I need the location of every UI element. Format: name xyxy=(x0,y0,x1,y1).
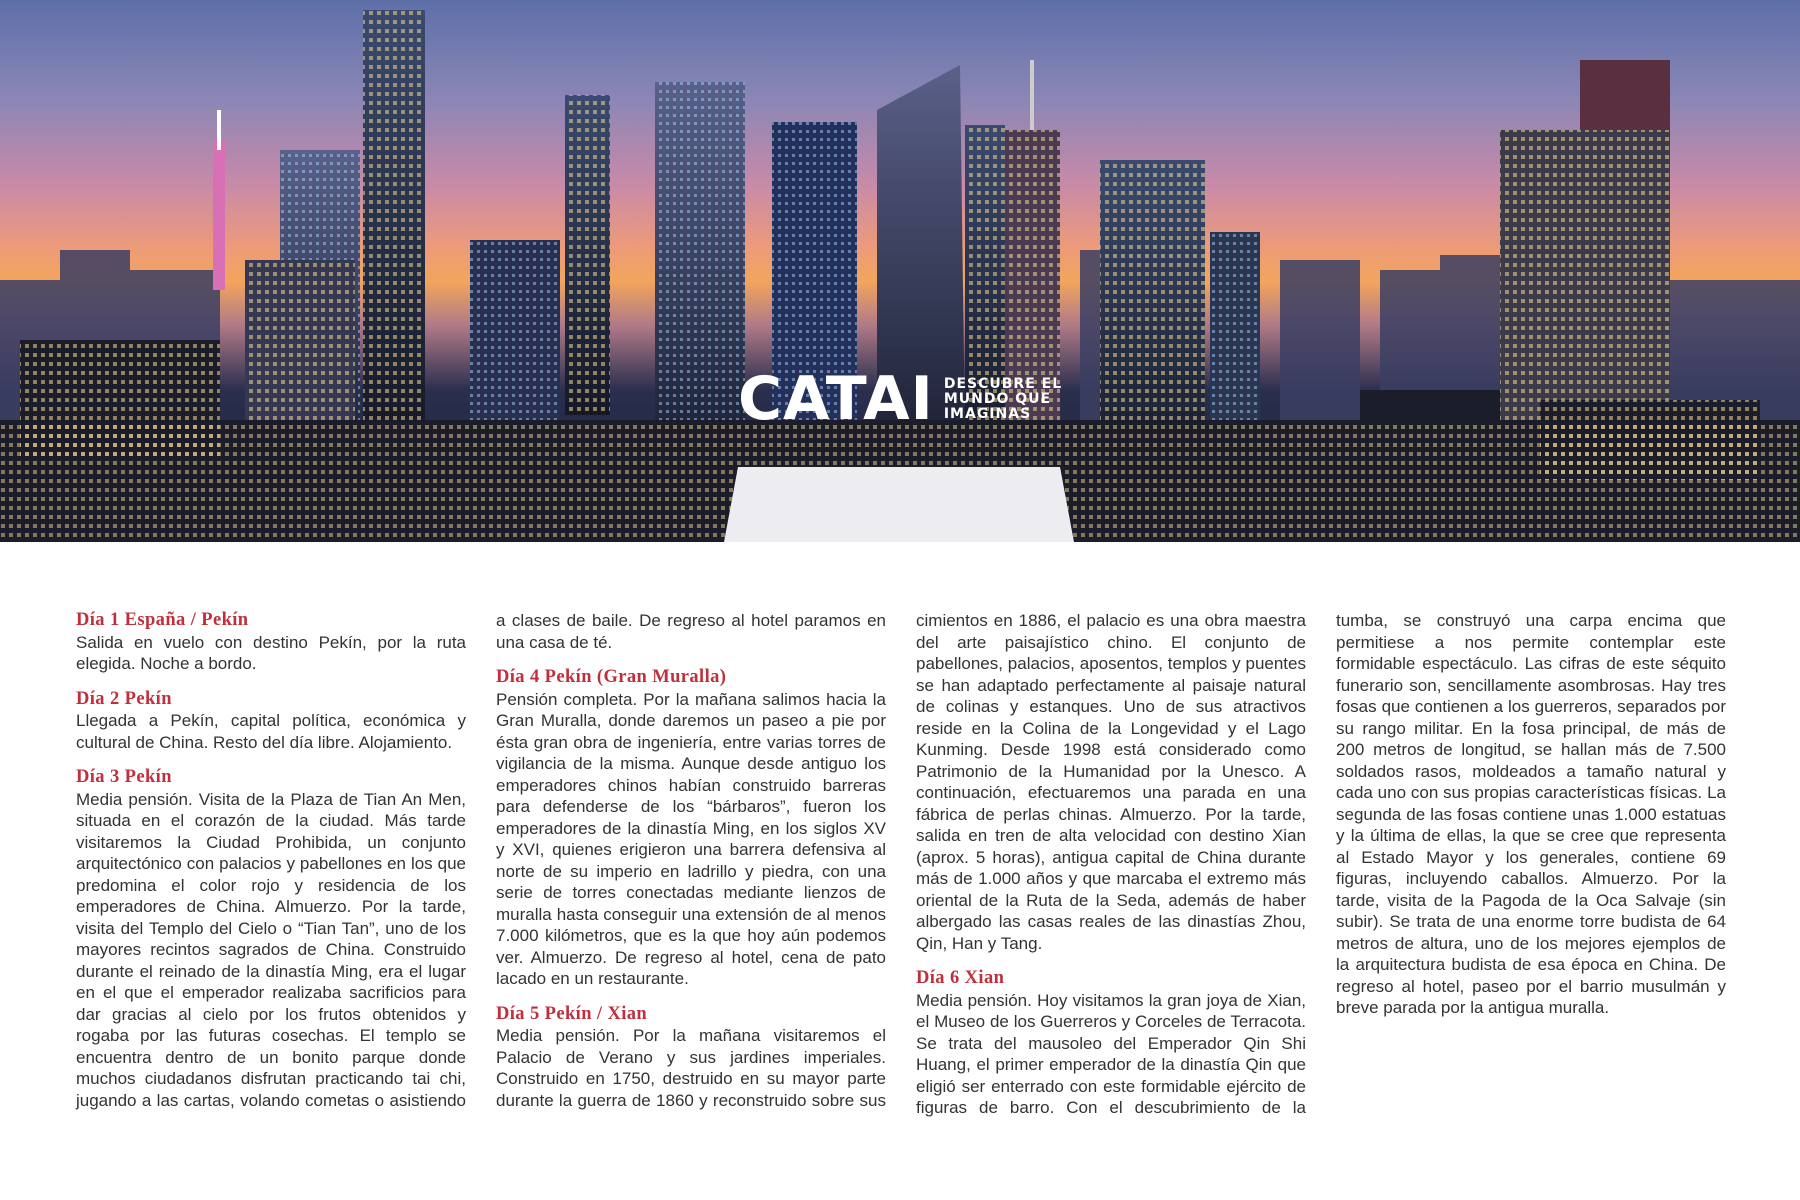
brand-name: CATAI xyxy=(738,364,934,434)
day-title: Día 2 Pekín xyxy=(76,688,172,709)
brand-logo xyxy=(738,364,1074,434)
itinerary-columns xyxy=(76,610,1726,1130)
day-text: Media pensión. Hoy visitamos la gran joya de Xian, el Museo de los Guerreros y Corceles de Terracota. Se trata del mausoleo del Emperador Qin Shi Huang, el primer emperador de la dinastía Qin que eligió ser enterrado con este formidable ejército de figuras de barro. Con el descubrimiento de la tumba, se construyó una carpa encima que permitiese a nos permite contemplar este formidable espectáculo. Las cifras de este séquito funerario son, sencillamente asombrosas. Hay tres fosas que contienen a los guerreros, separados por su rango militar. En la fosa principal, de más de 200 metros de longitud, se hallan más de 7.500 soldados rasos, moldeados a tamaño natural y cada uno con sus propias características físicas. La segunda de las fosas contiene unas 1.000 estatuas y la última de ellas, la que se cree que representa al Estado Mayor y los generales, contiene 69 figuras, incluyendo caballos. Almuerzo. Por la tarde, visita de la Pagoda de la Oca Salvaje (sin subir). Se trata de una enorme torre budista de 64 metros de altura, uno de los mejores ejemplos de la arquitectura budista de esa época en China. De regreso al hotel, paseo por el barrio musulmán y breve parada por la antigua muralla. xyxy=(916,611,1726,1117)
itinerary-day-1 xyxy=(76,610,466,675)
hero-notch-shape xyxy=(724,467,1074,542)
day-text: Media pensión. Visita de la Plaza de Tian An Men, situada en el corazón de la ciudad. Más tarde visitaremos la Ciudad Prohibida, un conjunto arquitectónico con palacios y pabellones en los que predomina el color rojo y residencia de los emperadores de China. Almuerzo. Por la tarde, visita del Templo del Cielo o “Tian Tan”, uno de los mayores recintos sagrados de China. Construido durante el reinado de la dinastía Ming, era el lugar en el que el emperador realizaba sacrificios para dar gracias al cielo por los frutos obtenidos y rogaba por las futuras cosechas. El templo se encuentra dentro de un bonito parque donde muchos ciudadanos disfrutan practicando tai chi, jugando a las cartas, volando cometas o asistiendo a clases de baile. De regreso al hotel paramos en una casa de té. xyxy=(76,611,886,1110)
day-title: Día 3 Pekín xyxy=(76,767,172,787)
day-text: Salida en vuelo con destino Pekín, por la ruta elegida. Noche a bordo. xyxy=(76,632,466,673)
day-text: Media pensión. Por la mañana visitaremos el Palacio de Verano y sus jardines imperiales. Construido en 1750, destruido en su mayor parte durante la guerra de 1860 y reconstruido sobre sus cimientos en 1886, el palacio es una obra maestra del arte paisajístico chino. El conjunto de pabellones, palacios, aposentos, templos y puentes se han adaptado perfectamente al paisaje natural de colinas y estanques. Uno de sus atractivos reside en la Colina de la Longevidad y el Lago Kunming. Desde 1998 está considerado como Patrimonio de la Humanidad por la Unesco. A continuación, efectuaremos una parada en una fábrica de perlas chinas. Almuerzo. Por la tarde, salida en tren de alta velocidad con destino Xian (aprox. 5 horas), antigua capital de China durante más de 1.000 años y que marcaba el extremo más oriental de la Ruta de la Seda, además de haber albergado las casas reales de las dinastías Zhou, Qin, Han y Tang. xyxy=(496,611,1306,1110)
day-title: Día 5 Pekín / Xian xyxy=(496,1003,648,1024)
day-title: Día 1 España / Pekín xyxy=(76,610,249,630)
day-title: Día 4 Pekín (Gran Muralla) xyxy=(496,667,727,687)
day-text: Pensión completa. Por la mañana salimos hacia la Gran Muralla, donde daremos un paseo a pie por ésta gran obra de ingeniería, entre varias torres de vigilancia de la misma. Aunque desde antiguo los emperadores chinos habían construido barreras para defenderse de los “bárbaros”, fueron los emperadores de la dinastía Ming, en los siglos XV y XVI, quienes erigieron una barrera defensiva al norte de su imperio en ladrillo y piedra, con una serie de torres conectadas mediante lienzos de muralla hasta conseguir una extensión de al menos 7.000 kilómetros, que es la que hoy aún podemos ver. Almuerzo. De regreso al hotel, cena de pato lacado en un restaurante. xyxy=(496,689,886,988)
itinerary-day-2 xyxy=(76,689,466,754)
brand-tagline: DESCUBRE EL MUNDO QUE IMAGINAS xyxy=(943,375,1063,422)
hero-skyline-photo xyxy=(0,0,1800,542)
day-title: Día 6 Xian xyxy=(916,968,1005,988)
skyline-illustration xyxy=(0,0,1800,542)
day-text: Llegada a Pekín, capital política, económica y cultural de China. Resto del día libre. Alojamiento. xyxy=(76,711,466,752)
itinerary-day-4 xyxy=(496,667,886,990)
